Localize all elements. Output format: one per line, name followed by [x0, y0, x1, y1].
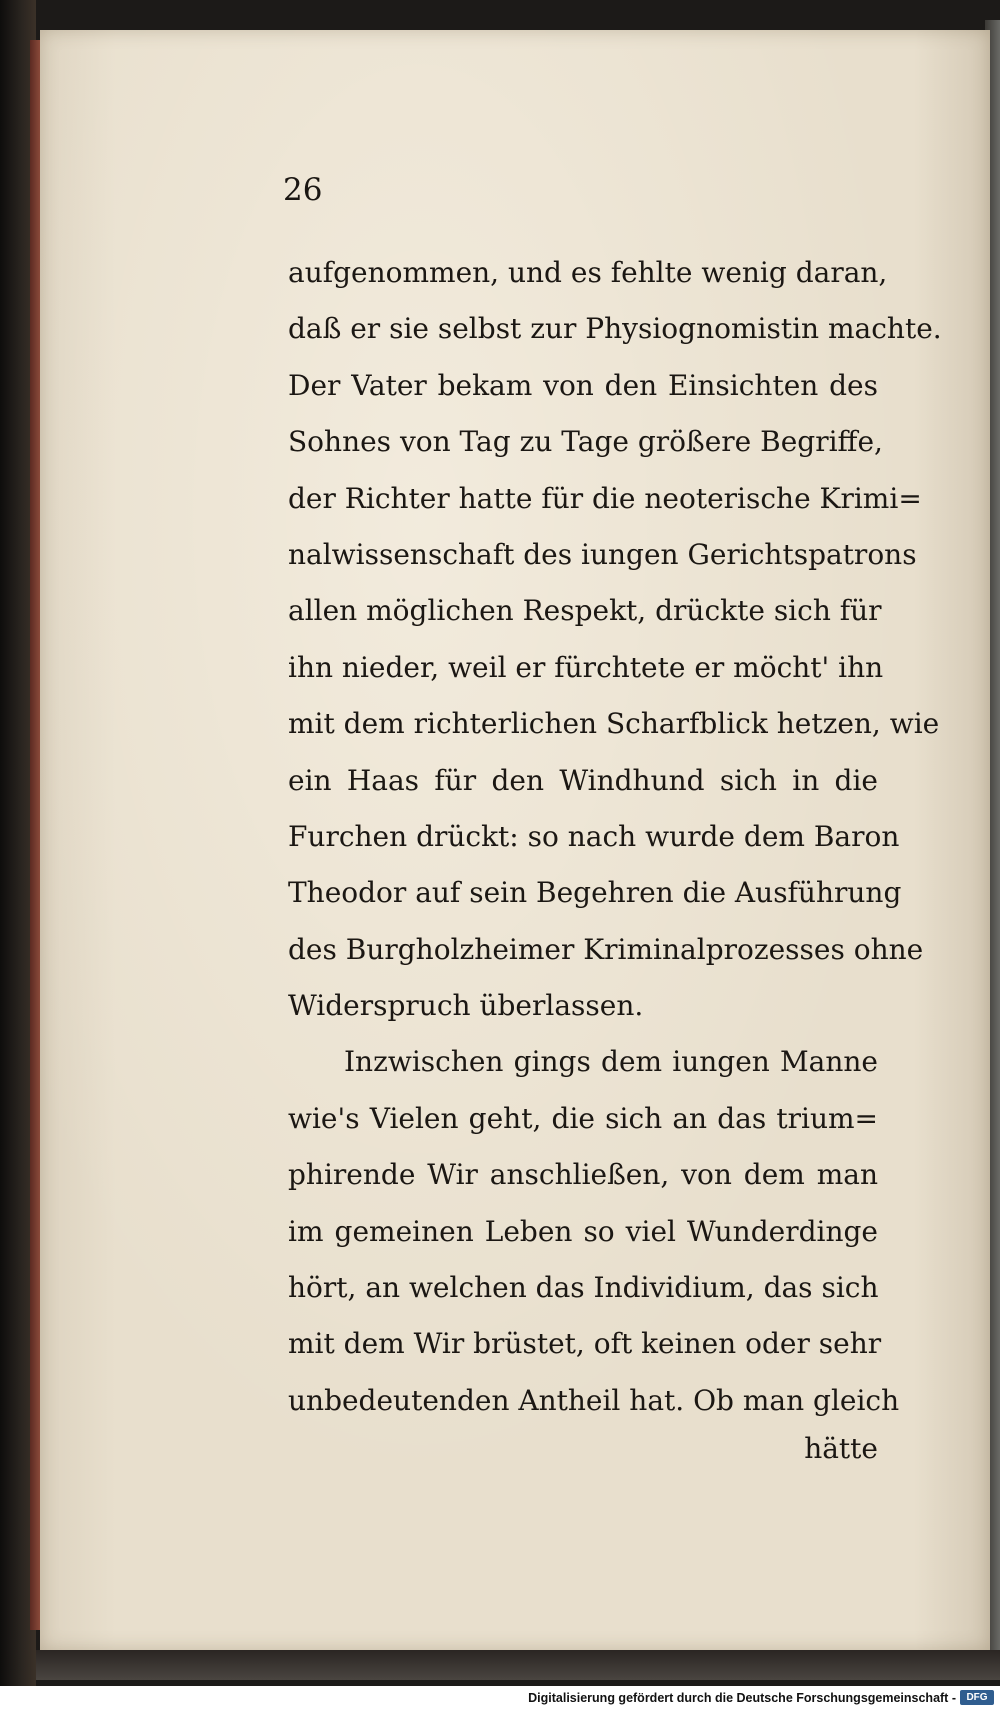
- text-line: Theodor auf sein Begehren die Ausführung: [288, 876, 902, 910]
- dfg-logo-icon: DFG: [960, 1690, 994, 1705]
- text-line: Der Vater bekam von den Einsichten des: [288, 368, 878, 402]
- book-bottom-edge: [36, 1650, 1000, 1680]
- text-line: wie's Vielen geht, die sich an das trium=: [288, 1101, 878, 1135]
- text-line: aufgenommen, und es fehlte wenig daran,: [288, 256, 888, 289]
- text-line: unbedeutenden Antheil hat. Ob man gleich: [288, 1383, 900, 1417]
- text-line: ihn nieder, weil er fürchtete er möcht' ihn: [288, 650, 884, 684]
- text-line: phirende Wir anschließen, von dem man: [288, 1158, 878, 1192]
- text-line: im gemeinen Leben so viel Wunderdinge: [288, 1214, 878, 1248]
- text-line: Sohnes von Tag zu Tage größere Begriffe,: [288, 425, 883, 459]
- funding-notice: Digitalisierung gefördert durch die Deutsche Forschungsgemeinschaft -: [528, 1691, 956, 1705]
- text-line: hört, an welchen das Individium, das sich: [288, 1271, 879, 1305]
- text-line: Widerspruch überlassen.: [288, 989, 644, 1023]
- text-line: daß er sie selbst zur Physiognomistin machte.: [288, 312, 942, 346]
- page-number: 26: [283, 172, 323, 208]
- text-line: mit dem Wir brüstet, oft keinen oder sehr: [288, 1327, 882, 1361]
- text-line: der Richter hatte für die neoterische Krimi=: [288, 481, 922, 515]
- text-line: nalwissenschaft des iungen Gerichtspatrons: [288, 537, 917, 571]
- page-text: [288, 245, 942, 1429]
- text-line: Inzwischen gings dem iungen Manne: [344, 1045, 878, 1079]
- text-line: des Burgholzheimer Kriminalprozesses ohne: [288, 932, 924, 966]
- catchword: hätte: [804, 1432, 878, 1465]
- text-line: allen möglichen Respekt, drückte sich für: [288, 594, 882, 628]
- page-edge: [30, 40, 40, 1630]
- text-line: mit dem richterlichen Scharfblick hetzen, wie: [288, 707, 940, 741]
- text-line: ein Haas für den Windhund sich in die: [288, 763, 878, 797]
- text-line: Furchen drückt: so nach wurde dem Baron: [288, 819, 900, 853]
